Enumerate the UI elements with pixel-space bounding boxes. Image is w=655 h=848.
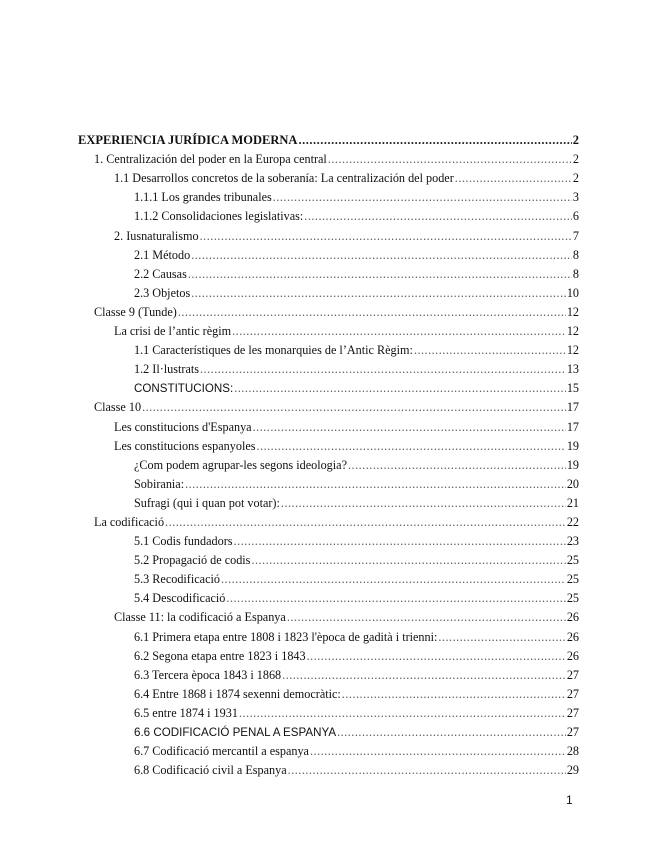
toc-leader-dots [281, 494, 566, 513]
toc-entry[interactable] [78, 475, 579, 494]
toc-entry-title: 5.1 Codis fundadors [134, 534, 233, 549]
toc-entry-page: 12 [566, 324, 579, 339]
toc-entry-page: 25 [566, 572, 579, 587]
toc-entry-page: 2 [572, 133, 579, 148]
toc-entry[interactable] [78, 188, 579, 207]
toc-entry-page: 29 [566, 763, 579, 778]
toc-entry[interactable] [78, 265, 579, 284]
toc-entry-page: 2 [572, 152, 579, 167]
toc-entry[interactable] [78, 494, 579, 513]
toc-entry[interactable] [78, 437, 579, 456]
toc-leader-dots [288, 761, 566, 780]
toc-entry[interactable] [78, 417, 579, 436]
toc-entry-title: 1.1 Característiques de les monarquies de l’Antic Règim: [134, 343, 413, 358]
toc-entry-title: 2. Iusnaturalismo [114, 228, 199, 243]
toc-entry[interactable] [78, 398, 579, 417]
toc-entry-page: 20 [566, 476, 579, 491]
toc-entry-title: Classe 10 [94, 400, 142, 415]
toc-entry[interactable] [78, 532, 579, 551]
toc-entry-title: Les constitucions d'Espanya [114, 419, 252, 434]
toc-entry[interactable] [78, 589, 579, 608]
toc-entry-page: 21 [566, 495, 579, 510]
toc-entry-title: 6.4 Entre 1868 i 1874 sexenni democràtic: [134, 686, 341, 701]
toc-entry-page: 15 [566, 381, 579, 396]
toc-leader-dots [165, 513, 566, 532]
toc-entry-title: 6.2 Segona etapa entre 1823 i 1843 [134, 648, 306, 663]
toc-entry-page: 17 [566, 419, 579, 434]
toc-leader-dots [414, 341, 566, 360]
toc-leader-dots [188, 265, 572, 284]
toc-entry-title: 2.3 Objetos [134, 285, 191, 300]
toc-leader-dots [239, 704, 566, 723]
toc-leader-dots [438, 628, 565, 647]
toc-leader-dots [282, 666, 566, 685]
toc-entry-title: EXPERIENCIA JURÍDICA MODERNA [78, 133, 298, 148]
toc-entry-title: 6.8 Codificació civil a Espanya [134, 763, 287, 778]
toc-entry-page: 25 [566, 553, 579, 568]
toc-entry-page: 27 [566, 667, 579, 682]
toc-entry-page: 19 [566, 457, 579, 472]
toc-leader-dots [307, 647, 566, 666]
toc-entry-title: Classe 11: la codificació a Espanya [114, 610, 286, 625]
toc-leader-dots [191, 284, 566, 303]
toc-entry[interactable] [78, 627, 579, 646]
toc-leader-dots [200, 360, 566, 379]
toc-entry[interactable] [78, 303, 579, 322]
toc-entry[interactable] [78, 341, 579, 360]
toc-leader-dots [304, 207, 572, 226]
toc-entry[interactable] [78, 647, 579, 666]
toc-entry[interactable] [78, 723, 579, 742]
toc-entry-title: 6.6 CODIFICACIÓ PENAL A ESPANYA [134, 726, 337, 739]
toc-entry-title: La crisi de l’antic règim [114, 324, 232, 339]
toc-entry-page: 27 [566, 686, 579, 701]
toc-entry-title: 5.3 Recodificació [134, 572, 220, 587]
toc-entry[interactable] [78, 131, 579, 150]
toc-entry-page: 25 [566, 591, 579, 606]
toc-entry[interactable] [78, 551, 579, 570]
toc-entry-title: CONSTITUCIONS: [134, 382, 234, 396]
toc-entry[interactable] [78, 513, 579, 532]
toc-leader-dots [226, 589, 565, 608]
toc-leader-dots [253, 418, 566, 437]
toc-entry-title: 2.1 Método [134, 247, 191, 262]
toc-leader-dots [191, 246, 572, 265]
toc-entry-page: 3 [572, 190, 579, 205]
toc-entry-page: 17 [566, 400, 579, 415]
toc-leader-dots [287, 608, 566, 627]
toc-entry-page: 12 [566, 343, 579, 358]
toc-entry[interactable] [78, 322, 579, 341]
toc-entry-page: 22 [566, 514, 579, 529]
toc-entry-page: 2 [572, 171, 579, 186]
toc-entry-page: 26 [566, 629, 579, 644]
toc-leader-dots [178, 303, 566, 322]
toc-entry[interactable] [78, 360, 579, 379]
toc-entry[interactable] [78, 456, 579, 475]
toc-leader-dots [232, 322, 566, 341]
toc-entry[interactable] [78, 207, 579, 226]
toc-entry-title: 5.2 Propagació de codis [134, 553, 251, 568]
page-number: 1 [566, 793, 573, 807]
toc-entry-title: Sobirania: [134, 476, 185, 491]
toc-entry[interactable] [78, 685, 579, 704]
toc-entry-page: 27 [566, 705, 579, 720]
toc-entry-title: 6.3 Tercera època 1843 i 1868 [134, 667, 282, 682]
toc-leader-dots [337, 723, 566, 742]
toc-entry-page: 8 [572, 266, 579, 281]
toc-entry-title: 6.5 entre 1874 i 1931 [134, 705, 238, 720]
toc-entry-page: 26 [566, 648, 579, 663]
toc-entry-title: La codificació [94, 514, 165, 529]
toc-entry[interactable] [78, 246, 579, 265]
toc-entry[interactable] [78, 570, 579, 589]
toc-entry-title: 6.1 Primera etapa entre 1808 i 1823 l'època de gadità i trienni: [134, 629, 438, 644]
toc-leader-dots [348, 456, 566, 475]
toc-leader-dots [234, 532, 566, 551]
toc-leader-dots [185, 475, 566, 494]
toc-entry[interactable] [78, 379, 579, 398]
toc-entry[interactable] [78, 150, 579, 169]
toc-leader-dots [273, 188, 572, 207]
toc-leader-dots [310, 742, 566, 761]
toc-entry-page: 28 [566, 744, 579, 759]
toc-entry[interactable] [78, 608, 579, 627]
toc-entry-page: 13 [566, 362, 579, 377]
toc-entry-title: 1.1 Desarrollos concretos de la soberanía: La centralización del poder [114, 171, 454, 186]
toc-leader-dots [221, 570, 566, 589]
toc-leader-dots [455, 169, 572, 188]
toc-entry-title: Sufragi (qui i quan pot votar): [134, 495, 280, 510]
toc-leader-dots [298, 131, 571, 150]
toc-entry[interactable] [78, 666, 579, 685]
toc-entry-title: Les constitucions espanyoles [114, 438, 256, 453]
toc-entry-page: 6 [572, 209, 579, 224]
toc-entry[interactable] [78, 169, 579, 188]
toc-leader-dots [200, 227, 572, 246]
toc-entry[interactable] [78, 761, 579, 780]
toc-entry-title: Classe 9 (Tunde) [94, 304, 177, 319]
toc-entry-page: 19 [566, 438, 579, 453]
toc-entry-page: 8 [572, 247, 579, 262]
toc-entry-page: 27 [566, 725, 579, 739]
toc-entry-title: 1.2 Il·lustrats [134, 362, 199, 377]
table-of-contents [78, 131, 579, 780]
toc-entry-page: 10 [566, 285, 579, 300]
toc-leader-dots [234, 379, 566, 398]
toc-leader-dots [142, 398, 566, 417]
toc-leader-dots [328, 150, 572, 169]
toc-leader-dots [256, 437, 565, 456]
toc-entry-title: 6.7 Codificació mercantil a espanya [134, 744, 309, 759]
toc-leader-dots [251, 551, 565, 570]
toc-entry[interactable] [78, 226, 579, 245]
toc-entry-title: 2.2 Causas [134, 266, 187, 281]
toc-entry-page: 26 [566, 610, 579, 625]
toc-entry-title: 1. Centralización del poder en la Europa central [94, 152, 327, 167]
toc-entry-title: ¿Com podem agrupar-les segons ideologia? [134, 457, 347, 472]
toc-entry-page: 7 [572, 228, 579, 243]
toc-leader-dots [342, 685, 566, 704]
toc-entry-title: 5.4 Descodificació [134, 591, 226, 606]
toc-entry[interactable] [78, 742, 579, 761]
toc-entry-title: 1.1.2 Consolidaciones legislativas: [134, 209, 304, 224]
toc-entry[interactable] [78, 704, 579, 723]
toc-entry-page: 23 [566, 534, 579, 549]
toc-entry-page: 12 [566, 304, 579, 319]
toc-entry-title: 1.1.1 Los grandes tribunales [134, 190, 272, 205]
toc-entry[interactable] [78, 284, 579, 303]
